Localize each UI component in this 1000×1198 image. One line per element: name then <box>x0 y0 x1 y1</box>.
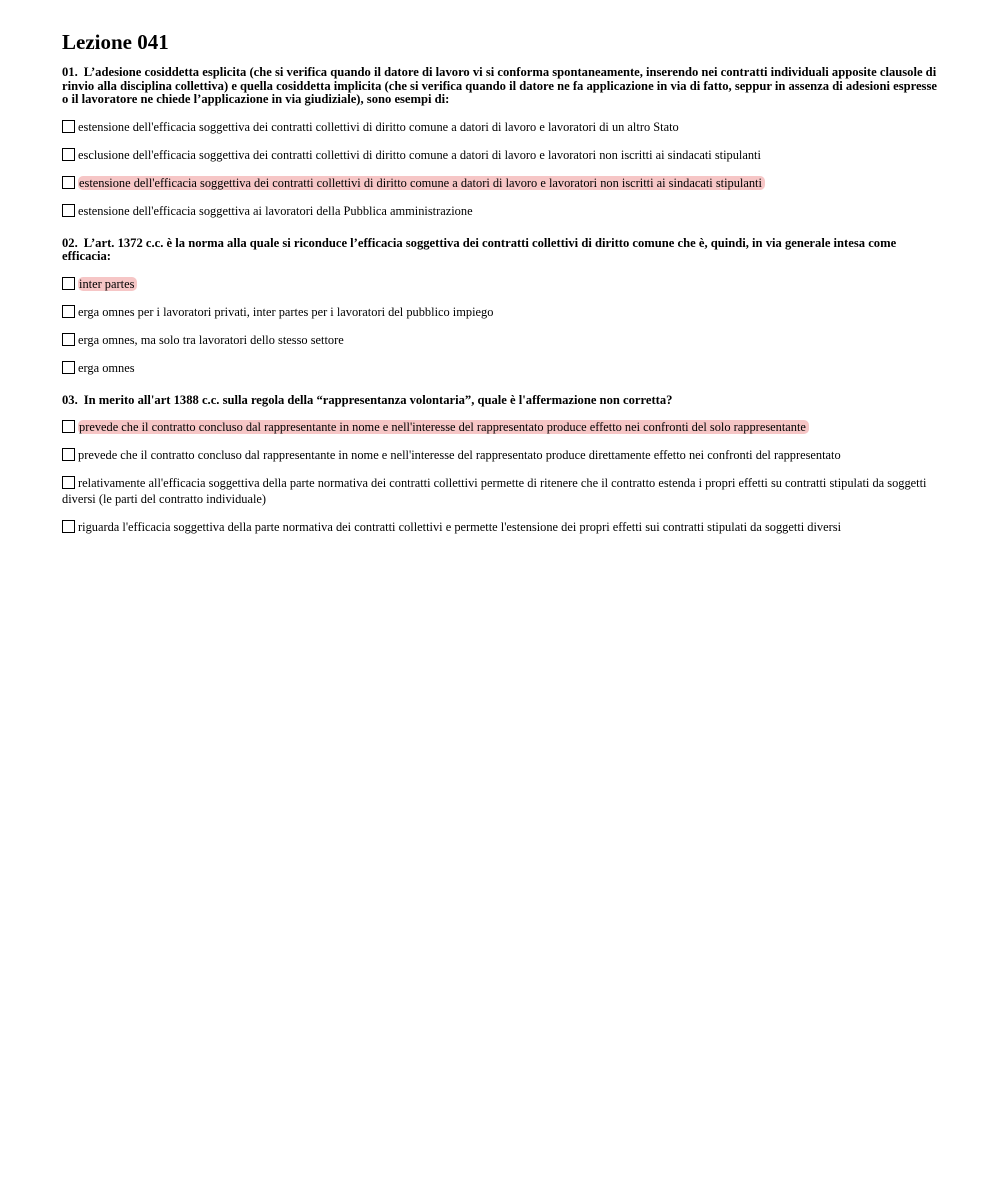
answer-option-correct <box>62 175 940 191</box>
answer-label-highlighted: estensione dell'efficacia soggettiva dei contratti collettivi di diritto comune a datori di lavoro e lavoratori non iscritti ai sindacati stipulanti <box>78 176 765 190</box>
answer-label: estensione dell'efficacia soggettiva dei contratti collettivi di diritto comune a datori di lavoro e lavoratori di un altro Stato <box>78 119 679 134</box>
question-01 <box>62 66 940 219</box>
answer-option <box>62 360 940 376</box>
question-text <box>62 66 940 107</box>
answer-checkbox[interactable] <box>62 277 75 290</box>
answer-option <box>62 203 940 219</box>
answer-checkbox[interactable] <box>62 148 75 161</box>
question-number: 03. <box>62 392 78 407</box>
answer-label-highlighted: inter partes <box>78 277 137 291</box>
answer-checkbox[interactable] <box>62 520 75 533</box>
document-page <box>0 0 1000 535</box>
question-03 <box>62 394 940 536</box>
answer-label-highlighted: prevede che il contratto concluso dal rappresentante in nome e nell'interesse del rappresentato produce effetto nei confronti del solo rappresentante <box>78 420 809 434</box>
answer-option <box>62 447 940 463</box>
page-title: Lezione 041 <box>62 30 169 54</box>
question-text <box>62 237 940 264</box>
question-number: 01. <box>62 65 78 79</box>
question-text <box>62 394 940 408</box>
answer-checkbox[interactable] <box>62 176 75 189</box>
answer-checkbox[interactable] <box>62 361 75 374</box>
answer-option <box>62 475 940 507</box>
answer-label: riguarda l'efficacia soggettiva della parte normativa dei contratti collettivi e permette l'estensione dei propri effetti sui contratti stipulati da soggetti diversi <box>78 520 842 534</box>
answer-option <box>62 304 940 320</box>
answer-option-correct <box>62 276 940 292</box>
question-body: L’art. 1372 c.c. è la norma alla quale si riconduce l’efficacia soggettiva dei contratti collettivi di diritto comune che è, quindi, in via generale intesa come efficacia: <box>62 235 897 263</box>
answer-checkbox[interactable] <box>62 305 75 318</box>
answer-checkbox[interactable] <box>62 476 75 489</box>
answer-option <box>62 332 940 348</box>
answer-checkbox[interactable] <box>62 420 75 433</box>
answer-checkbox[interactable] <box>62 120 75 133</box>
answer-label: relativamente all'efficacia soggettiva della parte normativa dei contratti collettivi permette di ritenere che il contratto estenda i propri effetti su contratti stipulati da soggetti diversi (le parti del contratto individuale) <box>62 476 927 506</box>
question-number: 02. <box>62 235 78 250</box>
answer-label: prevede che il contratto concluso dal rappresentante in nome e nell'interesse del rappresentato produce direttamente effetto nei confronti del rappresentato <box>78 448 841 462</box>
answer-option <box>62 147 940 163</box>
question-body: L’adesione cosiddetta esplicita (che si verifica quando il datore di lavoro vi si conforma spontaneamente, inserendo nei contratti individuali apposite clausole di rinvio alla disciplina collettiva) e quella cosiddetta implicita (che si verifica quando il datore ne fa applicazione in via di fatto, seppur in assenza di adesioni espresse o il lavoratore ne chiede l’applicazione in via giudiziale), sono esempi di: <box>62 65 937 106</box>
answer-label: erga omnes <box>78 360 135 375</box>
answer-option <box>62 119 940 135</box>
question-02 <box>62 237 940 376</box>
answer-label: estensione dell'efficacia soggettiva ai lavoratori della Pubblica amministrazione <box>78 203 473 218</box>
question-body: In merito all'art 1388 c.c. sulla regola della “rappresentanza volontaria”, quale è l'affermazione non corretta? <box>83 392 673 407</box>
answer-label: esclusione dell'efficacia soggettiva dei contratti collettivi di diritto comune a datori di lavoro e lavoratori non iscritti ai sindacati stipulanti <box>78 147 761 162</box>
answer-label: erga omnes per i lavoratori privati, inter partes per i lavoratori del pubblico impiego <box>78 304 494 319</box>
answer-checkbox[interactable] <box>62 333 75 346</box>
answer-checkbox[interactable] <box>62 204 75 217</box>
answer-label: erga omnes, ma solo tra lavoratori dello stesso settore <box>78 332 344 347</box>
answer-option-correct <box>62 419 940 435</box>
answer-checkbox[interactable] <box>62 448 75 461</box>
answer-option <box>62 519 940 535</box>
